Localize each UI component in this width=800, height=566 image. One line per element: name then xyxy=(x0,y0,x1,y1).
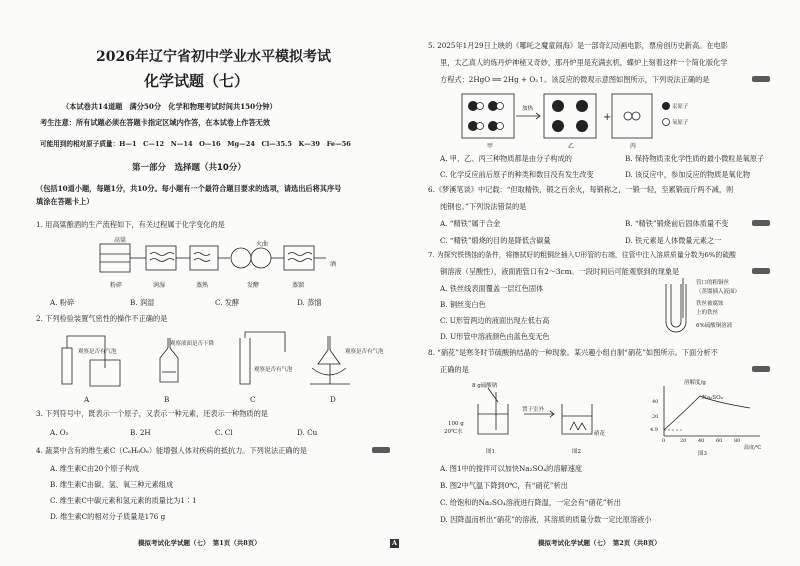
q5-option-c[interactable]: C. 化学反应前后原子的种类和数目没有发生改变 xyxy=(440,170,594,179)
q6-stem-2: 纯钢也。”下列说法错误的是 xyxy=(440,202,527,211)
q8-ytick-40: 40 xyxy=(652,399,659,405)
q8-label-crystal: 硝花 xyxy=(594,431,606,437)
q1-label-ferment: 发酵 xyxy=(247,282,260,289)
q2-stem: 2. 下列检验装置气密性的操作不正确的是 xyxy=(36,314,168,323)
right-page xyxy=(400,0,800,566)
q8-option-c[interactable]: C. 给饱和的Na₂SO₄溶液进行降温，一定会有“硝花”析出 xyxy=(440,498,621,507)
q6-stem-1: 6.《梦溪笔谈》中记载：“但取精铁，锻之百余火，每锻称之，一锻一轻，至累锻而斤两不减，则 xyxy=(428,185,734,194)
redaction-mark xyxy=(752,366,770,372)
redaction-mark xyxy=(752,76,770,82)
q8-axis-y: 溶解度/g xyxy=(684,380,706,386)
q8-axis-x: 温度/℃ xyxy=(744,445,762,451)
q1-label-liquor: 酒 xyxy=(330,261,337,268)
q2-label-b: 观察液面是否下降 xyxy=(170,341,215,347)
q1-label-distill: 蒸馏 xyxy=(292,282,305,289)
q3-option-a[interactable]: A. O₂ xyxy=(50,428,69,437)
q5-option-a[interactable]: A. 甲、乙、丙三种物质都是由分子构成的 xyxy=(440,154,572,163)
part1-title: 第一部分 选择题（共10分） xyxy=(132,163,246,173)
q8-fig2: 图2 xyxy=(572,449,581,455)
q8-fig3: 图3 xyxy=(698,451,707,457)
q8-ytick-20: 20 xyxy=(652,414,659,420)
q1-label-yeast: 火曲 xyxy=(256,241,269,248)
q7-stem-1: 7. 为探究铁锈蚀的条件，将擦拭好的粗铜丝插入U形管的右端，往管中注入溶质质量分数为6%的硫酸 xyxy=(428,251,737,259)
q2-option-b[interactable]: B xyxy=(164,395,170,404)
q7-label-4: 上的铁丝 xyxy=(696,310,719,316)
q4-option-d[interactable]: D. 维生素C的相对分子质量是176 g xyxy=(50,512,166,521)
q8-option-a[interactable]: A. 图1中的搅拌可以加快Na₂SO₄的溶解速度 xyxy=(440,464,583,473)
q7-label-5: 6%硫酸铜溶液 xyxy=(696,323,733,329)
q4-option-a[interactable]: A. 维生素C由20个原子构成 xyxy=(50,464,140,473)
q6-option-c[interactable]: C. “精铁”煅烧的目的是降低含碳量 xyxy=(440,236,551,245)
q3-option-d[interactable]: D. Cu xyxy=(297,428,318,437)
q8-label-100g: 100 g xyxy=(448,421,464,427)
q3-option-b[interactable]: B. 2H xyxy=(130,428,151,437)
part1-intro-2: 填涂在答题卡上） xyxy=(36,197,94,206)
q5-option-d[interactable]: D. 该反应中，参加反应的物质是氧化物 xyxy=(625,170,751,179)
q5-label-yi: 乙 xyxy=(568,143,575,150)
q7-label-3: 铁丝被腐蚀 xyxy=(696,301,724,307)
q8-option-b[interactable]: B. 图2中气温下降到0℃，有“硝花”析出 xyxy=(440,481,568,490)
q8-xtick-80: 80 xyxy=(734,438,741,444)
q8-stem-2: 正确的是 xyxy=(440,365,469,374)
q1-option-b[interactable]: B. 润湿 xyxy=(130,298,155,307)
q7-option-d[interactable]: D. U形管中溶液颜色由蓝色变无色 xyxy=(440,332,550,341)
q8-label-8g: 8 g硫酸钠 xyxy=(472,383,498,389)
q7-option-c[interactable]: C. U形管两边的液面出现左低右高 xyxy=(440,316,550,325)
q8-label-outdoor: 置于室外 xyxy=(522,407,545,413)
q2-label-d: 观察是否有气泡 xyxy=(345,349,384,355)
q8-figure-1-2 xyxy=(458,384,608,448)
exam-info: （本试卷共14道题 满分50分 化学和物理考试时间共150分钟） xyxy=(62,102,277,111)
q7-stem-2: 铜溶液（呈酸性），液面距管口有2～3cm。一段时间后可能观察到的现象是 xyxy=(440,267,680,276)
q5-option-b[interactable]: B. 保持物质汞化学性质的最小微粒是氧原子 xyxy=(625,154,765,163)
q4-option-c[interactable]: C. 维生素C中碳元素和氢元素的质量比为1∶1 xyxy=(50,496,197,505)
q5-stem-3: 方程式：2HgO ══ 2Hg + O₂↑。该反应的微观示意图如图所示，下列说法正确的是 xyxy=(440,75,710,84)
q8-xtick-60: 60 xyxy=(716,438,723,444)
part1-intro: （包括10道小题，每题1分，共10分。每小题有一个最符合题目要求的选项，请选出后将其序号 xyxy=(36,184,342,193)
q8-series-label: Na₂SO₄ xyxy=(702,395,723,401)
q1-option-c[interactable]: C. 发酵 xyxy=(215,298,240,307)
q1-label-steam: 蒸熟 xyxy=(196,282,209,289)
q7-u-tube-diagram xyxy=(662,278,692,340)
q7-option-b[interactable]: B. 铜丝变白色 xyxy=(440,300,486,309)
q6-option-a[interactable]: A. “精铁”属于合金 xyxy=(440,219,501,228)
q1-stem: 1. 用高粱酿酒的生产流程如下，有关过程属于化学变化的是 xyxy=(36,220,225,229)
q6-option-b[interactable]: B. “精铁”锻烧前后固体质量不变 xyxy=(625,219,729,228)
q7-label-1: 管口的粗铜丝 xyxy=(696,280,730,286)
q7-label-2: （蒸馏插入液面） xyxy=(696,289,741,295)
redaction-mark xyxy=(752,220,770,226)
q5-stem-1: 5. 2025年1月29日上映的《哪吒之魔童闹海》是一部奇幻动画电影，票房创历史新高。在电影 xyxy=(428,41,728,50)
notice: 考生注意：所有试题必须在答题卡指定区域内作答，在本试卷上作答无效 xyxy=(40,118,271,127)
q2-apparatus-diagram xyxy=(50,328,370,394)
q2-option-a[interactable]: A xyxy=(84,395,90,404)
q1-label-crush: 粉碎 xyxy=(110,282,123,289)
q5-stem-2: 里，太乙真人的炼丹炉神秘又奇妙，那丹炉里是充满玄机，蝶炉上刻着这样一个简化版化学 xyxy=(440,58,728,67)
q8-solubility-graph xyxy=(656,384,766,444)
q1-option-d[interactable]: D. 蒸馏 xyxy=(297,298,322,307)
q1-label-wet: 润湿 xyxy=(153,282,166,289)
q3-option-c[interactable]: C. Cl xyxy=(215,428,233,437)
publisher-logo: A xyxy=(392,539,398,547)
q8-label-20c: 20℃水 xyxy=(444,429,463,435)
footer-left: 模拟考试化学试题（七） 第1页（共8页） xyxy=(138,539,261,547)
q4-option-b[interactable]: B. 维生素C由碳、氢、氧三种元素组成 xyxy=(50,480,174,489)
q2-option-d[interactable]: D xyxy=(330,395,336,404)
svg-text:+: + xyxy=(603,112,612,123)
footer-right: 模拟考试化学试题（七） 第2页（共8页） xyxy=(538,539,661,547)
q7-option-a[interactable]: A. 铁丝线表面覆盖一层红色固体 xyxy=(440,284,544,293)
q1-label-sorghum: 高粱 xyxy=(114,237,127,244)
q8-xtick-40: 40 xyxy=(698,438,705,444)
q4-stem: 4. 蔬菜中含有的维生素C（C₆H₈O₆）能增强人体对疾病的抵抗力。下列说法正确的是 xyxy=(36,446,307,455)
q8-xtick-20: 20 xyxy=(680,438,687,444)
q8-stem-1: 8. “硝花”是寒冬时节硫酸钠结晶的一种现象。某兴趣小组自制“硝花”如图所示。下面分析不 xyxy=(428,348,718,357)
q8-xtick-0: 0 xyxy=(662,438,666,444)
q6-option-d[interactable]: D. 铁元素是人体微量元素之一 xyxy=(625,236,722,245)
q5-legend-o: 氧原子 xyxy=(672,120,689,126)
q5-label-jia: 甲 xyxy=(487,143,494,150)
q1-option-a[interactable]: A. 粉碎 xyxy=(50,298,75,307)
exam-title: 2026年辽宁省初中学业水平模拟考试 xyxy=(96,49,331,65)
q8-option-d[interactable]: D. 因降温而析出“硝花”的溶液，其溶质的质量分数一定比原溶液小 xyxy=(440,515,652,524)
q3-stem: 3. 下列符号中，既表示一个原子，又表示一种元素，还表示一种物质的是 xyxy=(36,409,268,418)
q5-label-heat: 加热 xyxy=(522,106,534,112)
q5-label-bing: 丙 xyxy=(630,143,637,150)
q8-ytick-4.9: 4.9 xyxy=(650,427,658,433)
q5-micro-diagram xyxy=(460,92,680,144)
q2-label-c: 观察是否有气泡 xyxy=(254,367,293,373)
subject-title: 化学试题（七） xyxy=(144,72,250,90)
q8-fig1: 图1 xyxy=(486,449,495,455)
q2-label-a: 观察是否有气泡 xyxy=(78,349,117,355)
atomic-masses: 可能用到的相对原子质量：H—1 C—12 N—14 O—16 Mg—24 Cl—35.5 K—39 Fe—56 xyxy=(40,140,351,148)
redaction-mark xyxy=(372,447,390,453)
q5-legend-hg: 汞原子 xyxy=(672,104,689,110)
q2-option-c[interactable]: C xyxy=(250,395,256,404)
redaction-mark xyxy=(752,268,770,274)
